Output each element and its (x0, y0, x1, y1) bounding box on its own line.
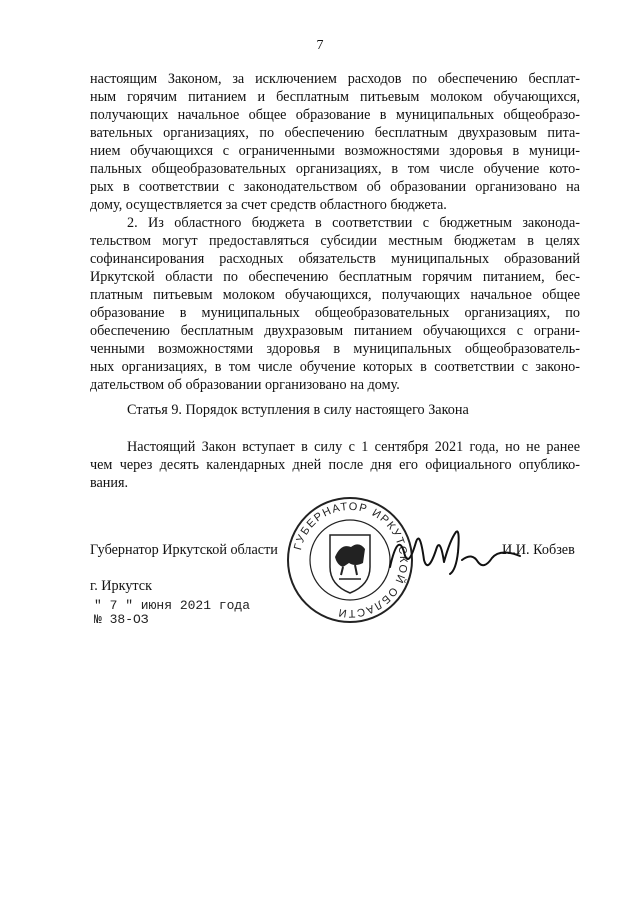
text-line: дому, осуществляется за счет средств областного бюджета. (90, 197, 447, 213)
text-line: софинансирования расходных обязательств муниципальных образований (90, 251, 580, 267)
paragraph-3 (90, 438, 580, 492)
page-number: 7 (316, 38, 324, 53)
city: г. Иркутск (90, 578, 152, 594)
signature-label: Губернатор Иркутской области (90, 542, 278, 558)
text-line: чем через десять календарных дней после дня его официального опублико- (90, 457, 580, 473)
paragraph-1 (90, 70, 580, 214)
text-line: ченными возможностями здоровья в муниципальных общеобразователь- (90, 341, 580, 357)
text-line: пальных общеобразовательных организациях, в том числе обучение кото- (90, 161, 580, 177)
date-stamp: " 7 " июня 2021 года (94, 598, 251, 613)
text-line: Иркутской области по обеспечению бесплатным горячим питанием, бес- (90, 269, 580, 285)
text-line: рых в соответствии с законодательством об образовании организовано на (90, 179, 580, 195)
text-line: дательством об образовании организовано на дому. (90, 377, 400, 393)
handwritten-signature-icon (380, 522, 530, 582)
seal-text: ГУБЕРНАТОР ИРКУТСКОЙ ОБЛАСТИ (292, 500, 410, 620)
text-line: ным горячим питанием и бесплатным питьевым молоком обучающихся, (90, 89, 580, 105)
text-line: ных организациях, в том числе обучение которых в соответствии с законо- (90, 359, 580, 375)
text-line: нием обучающихся с ограниченными возможностями здоровья в муници- (90, 143, 580, 159)
paragraph-2 (90, 214, 580, 394)
text-line: настоящим Законом, за исключением расходов по обеспечению бесплат- (90, 71, 580, 87)
text-line: платным питьевым молоком обучающихся, получающих начальное общее (90, 287, 580, 303)
text-line: обеспечению бесплатным двухразовым питанием обучающихся с ограни- (90, 323, 580, 339)
signer-name: И.И. Кобзев (502, 542, 575, 558)
text-line: 2. Из областного бюджета в соответствии с бюджетным законода- (127, 215, 580, 231)
text-line: вания. (90, 475, 129, 491)
text-line: получающих начальное общее образование в муниципальных общеобразо- (90, 107, 580, 123)
article-heading: Статья 9. Порядок вступления в силу настоящего Закона (127, 402, 469, 418)
text-line: Настоящий Закон вступает в силу с 1 сентября 2021 года, но не ранее (127, 439, 580, 455)
text-line: вательных организациях, по обеспечению бесплатным двухразовым пита- (90, 125, 580, 141)
text-line: образование в муниципальных общеобразовательных организациях, по (90, 305, 580, 321)
number-stamp: № 38-ОЗ (94, 612, 149, 627)
text-line: тельством могут предоставляться субсидии местным бюджетам в целях (90, 233, 580, 249)
